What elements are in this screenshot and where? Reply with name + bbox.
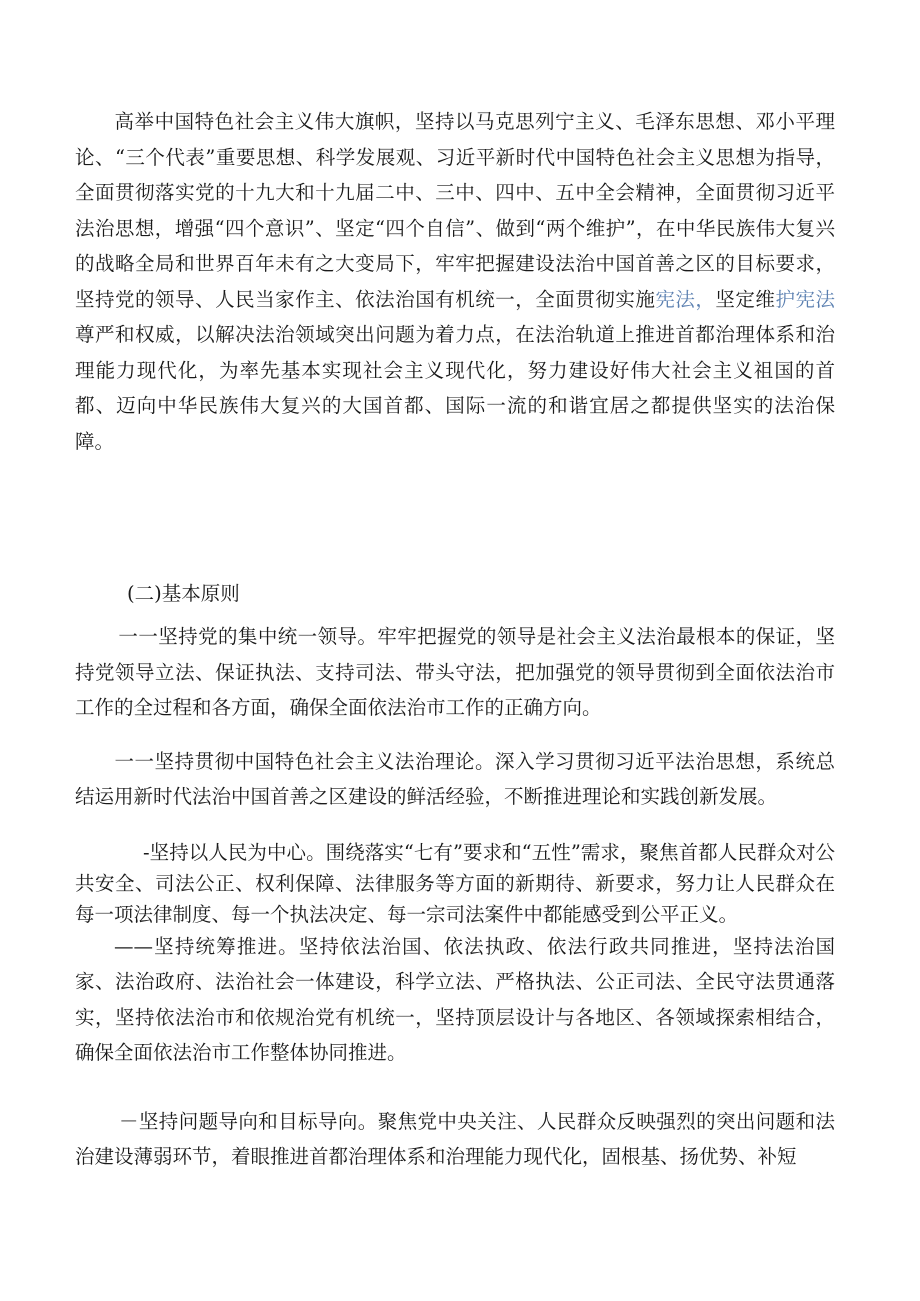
- paragraph-principle-people-centered: [75, 837, 835, 930]
- paragraph-text: 坚定维: [715, 287, 776, 311]
- paragraph-principle-party-leadership: [75, 619, 835, 726]
- paragraph-guiding-ideology: [75, 104, 835, 459]
- paragraph-principle-coordinated: [75, 929, 835, 1070]
- paragraph-text: 高举中国特色社会主义伟大旗帜，坚持以马克思列宁主义、毛泽东思想、邓小平理论、“三个代表”重要思想、科学发展观、习近平新时代中国特色社会主义思想为指导，全面贯彻落实党的十九大和十九届二中、三中、四中、五中全会精神，全面贯彻习近平法治思想，增强“四个意识”、坚定“四个自信”、做到“两个维护”，在中华民族伟大复兴的战略全局和世界百年未有之大变局下，牢牢把握建设法治中国首善之区的目标要求，坚持党的领导、人民当家作主、依法治国有机统一，全面贯彻实施: [75, 110, 835, 311]
- paragraph-text: ——坚持统筹推进。坚持依法治国、依法执政、依法行政共同推进，坚持法治国家、法治政府、法治社会一体建设，科学立法、严格执法、公正司法、全民守法贯通落实，坚持依法治市和依规治党有机统一，坚持顶层设计与各地区、各领域探索相结合，确保全面依法治市工作整体协同推进。: [75, 935, 835, 1064]
- paragraph-text: 一一坚持贯彻中国特色社会主义法治理论。深入学习贯彻习近平法治思想，系统总结运用新时代法治中国首善之区建设的鲜活经验，不断推进理论和实践创新发展。: [75, 750, 835, 808]
- paragraph-text: 尊严和权威，以解决法治领域突出问题为着力点，在法治轨道上推进首都治理体系和治理能力现代化，为率先基本实现社会主义现代化，努力建设好伟大社会主义祖国的首都、迈向中华民族伟大复兴的大国首都、国际一流的和谐宜居之都提供坚实的法治保障。: [75, 323, 835, 453]
- paragraph-text: －坚持问题导向和目标导向。聚焦党中央关注、人民群众反映强烈的突出问题和法治建设薄弱环节，着眼推进首都治理体系和治理能力现代化，固根基、扬优势、补短: [75, 1110, 835, 1168]
- paragraph-principle-problem-oriented: [75, 1104, 835, 1174]
- paragraph-text: -坚持以人民为中心。围绕落实“七有”要求和“五性”需求，聚焦首都人民群众对公共安全、司法公正、权利保障、法律服务等方面的新期待、新要求，努力让人民群众在每一项法律制度、每一个执法决定、每一宗司法案件中都能感受到公平正义。: [75, 841, 835, 926]
- paragraph-principle-theory: [75, 745, 835, 814]
- section-heading-basic-principles: (二)基本原则: [127, 582, 240, 605]
- paragraph-text: 一一坚持党的集中统一领导。牢牢把握党的领导是社会主义法治最根本的保证，坚持党领导立法、保证执法、支持司法、带头守法，把加强党的领导贯彻到全面依法治市工作的全过程和各方面，确保全面依法治市工作的正确方向。: [75, 625, 835, 719]
- constitution-link-2: 护宪法: [775, 287, 835, 311]
- constitution-link-1: 宪法，: [655, 287, 716, 311]
